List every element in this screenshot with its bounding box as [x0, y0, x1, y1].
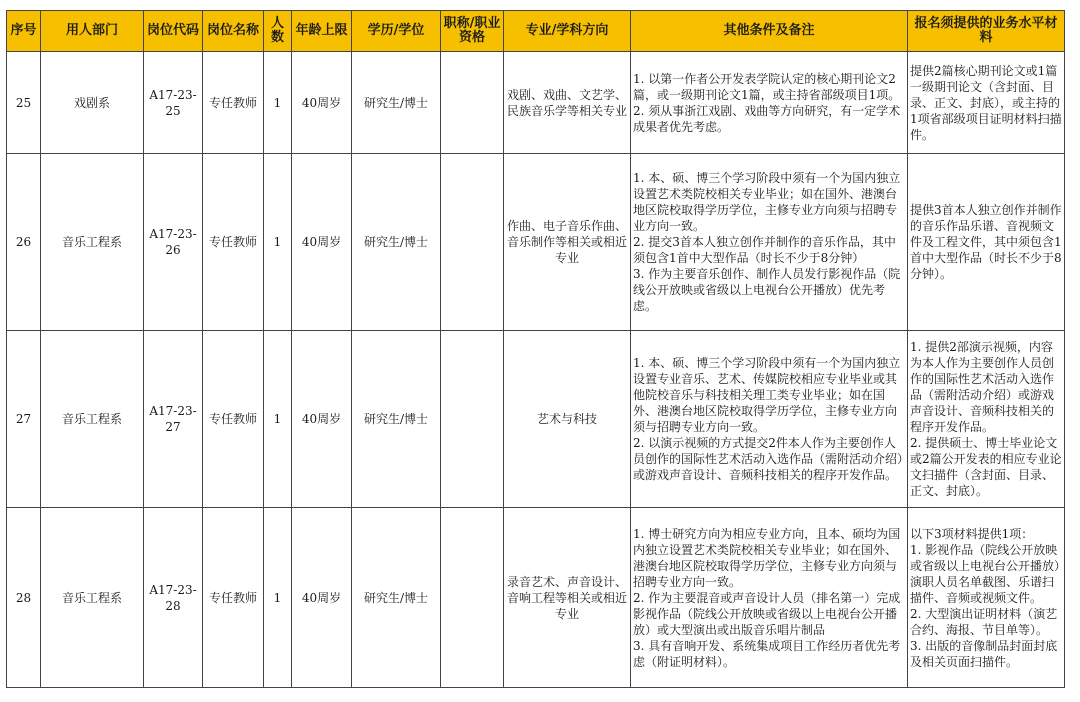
table-row: [7, 154, 1065, 331]
cell-title: 专任教师: [203, 508, 264, 688]
header-major: 专业/学科方向: [504, 11, 631, 52]
cell-code: A17-23-26: [144, 154, 203, 331]
cell-seq: 26: [7, 154, 41, 331]
cell-materials: [908, 154, 1065, 331]
remark-line: 2. 提交3首本人独立创作并制作的音乐作品，其中须包含1首中大型作品（时长不少于8分钟）: [633, 235, 896, 265]
table-row: [7, 331, 1065, 508]
header-count: 人数: [264, 11, 292, 52]
recruitment-table: [6, 10, 1065, 688]
recruitment-table-page: [6, 10, 1065, 688]
cell-title: 专任教师: [203, 154, 264, 331]
cell-count: 1: [264, 52, 292, 154]
header-age: 年龄上限: [292, 11, 352, 52]
cell-title: 专任教师: [203, 331, 264, 508]
material-line: 2. 提供硕士、博士毕业论文或2篇公开发表的相应专业论文扫描件（含封面、目录、正文、封底）。: [910, 436, 1062, 498]
cell-major: 录音艺术、声音设计、音响工程等相关或相近专业: [504, 508, 631, 688]
header-title: 岗位名称: [203, 11, 264, 52]
cell-materials: [908, 331, 1065, 508]
header-degree: 学历/学位: [352, 11, 441, 52]
cell-materials: [908, 508, 1065, 688]
cell-code: A17-23-27: [144, 331, 203, 508]
cell-qual: [441, 52, 504, 154]
cell-degree: 研究生/博士: [352, 331, 441, 508]
remark-line: 3. 具有音响开发、系统集成项目工作经历者优先考虑（附证明材料）。: [633, 638, 901, 669]
cell-degree: 研究生/博士: [352, 52, 441, 154]
material-line: 1. 影视作品（院线公开放映或省级以上电视台公开播放）演职人员名单截图、乐谱扫描件、音频或视频文件。: [910, 542, 1061, 605]
header-remarks: 其他条件及备注: [631, 11, 908, 52]
cell-qual: [441, 331, 504, 508]
cell-remarks: [631, 508, 908, 688]
cell-count: 1: [264, 331, 292, 508]
cell-title: 专任教师: [203, 52, 264, 154]
material-line: 提供2篇核心期刊论文或1篇一级期刊论文（含封面、目录、正文、封底），或主持的1项省部级项目证明材料扫描件。: [910, 63, 1062, 142]
cell-major: 艺术与科技: [504, 331, 631, 508]
cell-remarks: [631, 154, 908, 331]
material-line: 3. 出版的音像制品封面封底及相关页面扫描件。: [910, 638, 1058, 669]
header-materials: 报名须提供的业务水平材料: [908, 11, 1065, 52]
cell-age: 40周岁: [292, 154, 352, 331]
header-code: 岗位代码: [144, 11, 203, 52]
remark-line: 2. 以演示视频的方式提交2件本人作为主要创作人员创作的国际性艺术活动入选作品（需附活动介绍）或游戏声音设计、音频科技相关的程序开发作品。: [633, 436, 904, 482]
cell-degree: 研究生/博士: [352, 508, 441, 688]
cell-qual: [441, 508, 504, 688]
cell-remarks: [631, 331, 908, 508]
remark-line: 2. 须从事浙江戏剧、戏曲等方向研究，有一定学术成果者优先考虑。: [633, 103, 901, 134]
material-line: 1. 提供2部演示视频，内容为本人作为主要创作人员创作的国际性艺术活动入选作品（需附活动介绍）或游戏声音设计、音频科技相关的程序开发作品。: [910, 340, 1055, 434]
cell-degree: 研究生/博士: [352, 154, 441, 331]
cell-remarks: [631, 52, 908, 154]
cell-code: A17-23-25: [144, 52, 203, 154]
material-line: 以下3项材料提供1项：: [910, 526, 1034, 541]
cell-count: 1: [264, 508, 292, 688]
cell-seq: 25: [7, 52, 41, 154]
cell-qual: [441, 154, 504, 331]
cell-dept: 戏剧系: [41, 52, 144, 154]
remark-line: 1. 本、硕、博三个学习阶段中须有一个为国内独立设置专业音乐、艺术、传媒院校相应专业毕业或其他院校音乐与科技相关理工类专业毕业；如在国外、港澳台地区院校取得学历学位，主修专业方向须与招聘专业方向一致。: [633, 356, 901, 434]
remark-line: 1. 以第一作者公开发表学院认定的核心期刊论文2篇，或一级期刊论文1篇，或主持省部级项目1项。: [633, 71, 901, 102]
header-dept: 用人部门: [41, 11, 144, 52]
cell-major: 戏剧、戏曲、文艺学、民族音乐学等相关专业: [504, 52, 631, 154]
remark-line: 2. 作为主要混音或声音设计人员（排名第一）完成影视作品（院线公开放映或省级以上电视台公开播放）或大型演出或出版音乐唱片制品: [633, 590, 901, 637]
cell-age: 40周岁: [292, 52, 352, 154]
cell-code: A17-23-28: [144, 508, 203, 688]
cell-dept: 音乐工程系: [41, 331, 144, 508]
table-row: [7, 52, 1065, 154]
header-row: [7, 11, 1065, 52]
cell-count: 1: [264, 154, 292, 331]
cell-seq: 27: [7, 331, 41, 508]
cell-seq: 28: [7, 508, 41, 688]
material-line: 2. 大型演出证明材料（演艺合约、海报、节目单等）。: [910, 606, 1058, 637]
cell-major: 作曲、电子音乐作曲、音乐制作等相关或相近专业: [504, 154, 631, 331]
cell-dept: 音乐工程系: [41, 508, 144, 688]
table-row: [7, 508, 1065, 688]
cell-dept: 音乐工程系: [41, 154, 144, 331]
remark-line: 1. 本、硕、博三个学习阶段中须有一个为国内独立设置艺术类院校相关专业毕业；如在国外、港澳台地区院校取得学历学位，主修专业方向须与招聘专业方向一致。: [633, 171, 901, 233]
cell-age: 40周岁: [292, 331, 352, 508]
remark-line: 1. 博士研究方向为相应专业方向，且本、硕均为国内独立设置艺术类院校相关专业毕业；如在国外、港澳台地区院校取得学历学位，主修专业方向须与招聘专业方向一致。: [633, 526, 901, 589]
material-line: 提供3首本人独立创作并制作的音乐作品乐谱、音视频文件及工程文件，其中须包含1首中大型作品（时长不少于8分钟）。: [910, 203, 1062, 281]
cell-age: 40周岁: [292, 508, 352, 688]
cell-materials: [908, 52, 1065, 154]
header-seq: 序号: [7, 11, 41, 52]
remark-line: 3. 作为主要音乐创作、制作人员发行影视作品（院线公开放映或省级以上电视台公开播放）优先考虑。: [633, 267, 901, 313]
header-qual: 职称/职业资格: [441, 11, 504, 52]
